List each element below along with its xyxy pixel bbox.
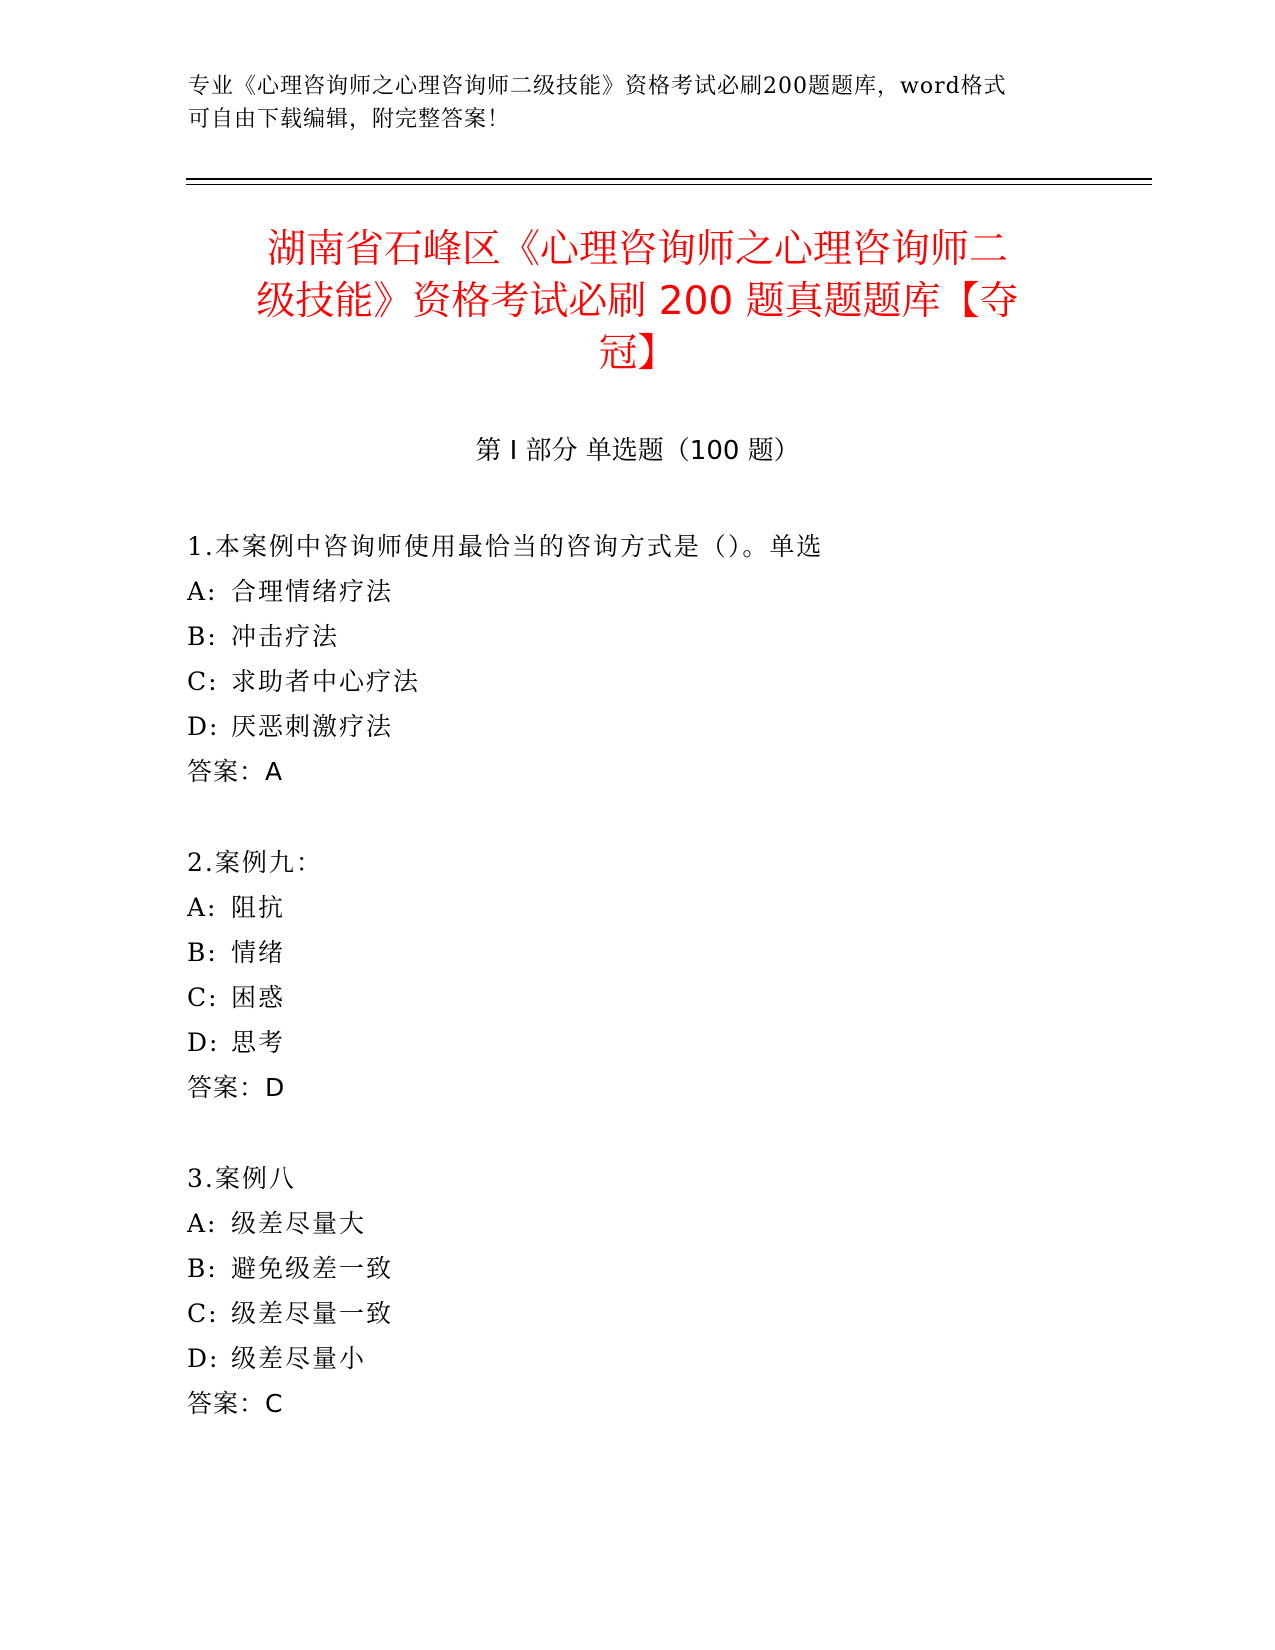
option-a — [187, 569, 1087, 614]
option-d — [187, 1336, 1087, 1381]
option-text: 厌恶刺激疗法 — [231, 712, 394, 741]
option-text: 情绪 — [231, 938, 286, 967]
document-title-line-2: 级技能》资格考试必刷 200 题真题题库【夺 — [256, 279, 1019, 324]
option-letter: C: — [187, 667, 219, 696]
answer-line: 答案：C — [187, 1389, 284, 1418]
document-title — [190, 224, 1085, 380]
option-text: 级差尽量小 — [231, 1344, 367, 1373]
option-letter: B: — [187, 622, 218, 651]
option-b — [187, 1246, 1087, 1291]
document-title-line-1: 湖南省石峰区《心理咨询师之心理咨询师二 — [266, 227, 1008, 272]
option-letter: D: — [187, 1344, 220, 1373]
option-letter: A: — [187, 577, 218, 606]
answer-line: 答案：A — [187, 757, 284, 786]
option-letter: D: — [187, 1028, 220, 1057]
question-stem: 3.案例八 — [187, 1164, 296, 1193]
section-heading: 第 I 部分 单选题（100 题） — [475, 436, 800, 466]
question-stem: 1.本案例中咨询师使用最恰当的咨询方式是（）。单选 — [187, 532, 824, 561]
option-text: 级差尽量一致 — [231, 1299, 394, 1328]
header-divider-thin — [186, 184, 1152, 185]
option-b — [187, 614, 1087, 659]
option-letter: D: — [187, 712, 220, 741]
option-a — [187, 1201, 1087, 1246]
option-letter: C: — [187, 1299, 219, 1328]
option-c — [187, 1291, 1087, 1336]
option-letter: A: — [187, 1209, 218, 1238]
option-text: 避免级差一致 — [231, 1254, 394, 1283]
option-text: 困惑 — [231, 983, 286, 1012]
answer-line: 答案：D — [187, 1073, 286, 1102]
option-text: 思考 — [231, 1028, 286, 1057]
option-text: 阻抗 — [231, 893, 286, 922]
question-3 — [187, 1156, 1087, 1426]
option-text: 合理情绪疗法 — [231, 577, 394, 606]
option-letter: B: — [187, 938, 218, 967]
question-1 — [187, 524, 1087, 794]
document-title-line-3: 冠】 — [598, 331, 677, 376]
option-d — [187, 704, 1087, 749]
question-list — [187, 524, 1087, 1472]
header-divider-thick — [186, 178, 1152, 180]
option-letter: A: — [187, 893, 218, 922]
header-note-line-1: 专业《心理咨询师之心理咨询师二级技能》资格考试必刷200题题库，word格式 — [188, 74, 1007, 99]
option-text: 求助者中心疗法 — [231, 667, 421, 696]
question-stem: 2.案例九： — [187, 848, 323, 877]
option-text: 级差尽量大 — [231, 1209, 367, 1238]
option-c — [187, 659, 1087, 704]
option-b — [187, 930, 1087, 975]
header-note-line-2: 可自由下载编辑，附完整答案！ — [188, 107, 511, 132]
option-letter: C: — [187, 983, 219, 1012]
header-note — [188, 70, 1068, 136]
option-a — [187, 885, 1087, 930]
option-text: 冲击疗法 — [231, 622, 340, 651]
option-c — [187, 975, 1087, 1020]
option-letter: B: — [187, 1254, 218, 1283]
question-2 — [187, 840, 1087, 1110]
option-d — [187, 1020, 1087, 1065]
